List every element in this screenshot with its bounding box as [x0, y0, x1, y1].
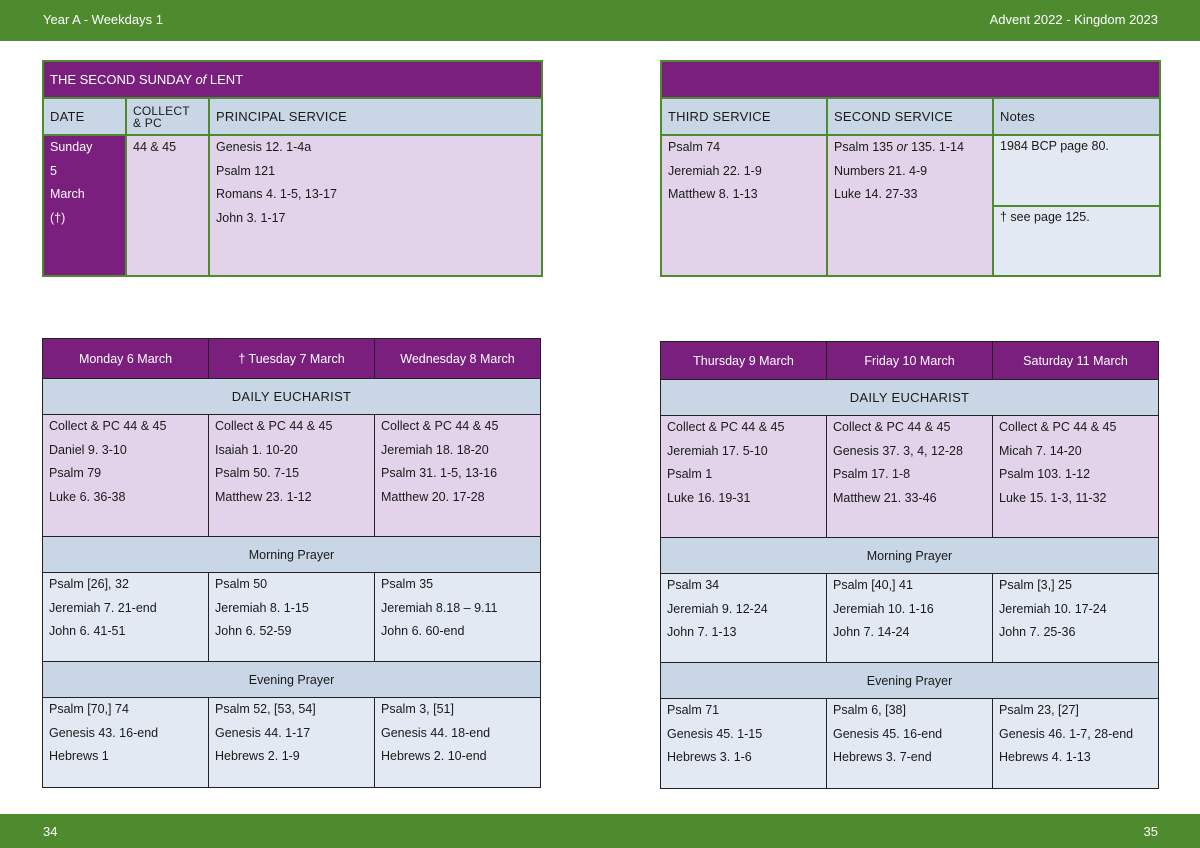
page-number-right: 35 — [1143, 824, 1158, 839]
notes-header: Notes — [993, 98, 1160, 135]
sunday-other-services-table — [660, 60, 1161, 277]
page-number-left: 34 — [43, 824, 58, 839]
reading: Jeremiah 22. 1-9 — [668, 163, 762, 178]
sunday-title-bar — [661, 61, 1160, 98]
evening-prayer-header: Evening Prayer — [43, 662, 541, 698]
date-line: Sunday — [50, 140, 93, 154]
second-service-cell — [827, 135, 993, 276]
second-service-header: SECOND SERVICE — [827, 98, 993, 135]
note-bcp: 1984 BCP page 80. — [993, 135, 1160, 206]
eucharist-cell: Collect & PC 44 & 45 Jeremiah 17. 5-10 Psalm 1 Luke 16. 19-31 — [661, 416, 827, 538]
day-heading-friday: Friday 10 March — [827, 342, 993, 380]
eucharist-cell: Collect & PC 44 & 45 Daniel 9. 3-10 Psalm 79 Luke 6. 36-38 — [43, 415, 209, 537]
reading: Psalm 135 or 135. 1-14 — [834, 140, 964, 154]
weekday-table-right — [660, 341, 1159, 789]
date-line: 5 — [50, 163, 57, 178]
morning-prayer-cell: Psalm 35 Jeremiah 8.18 – 9.11 John 6. 60-end — [375, 573, 541, 662]
day-heading-saturday: Saturday 11 March — [993, 342, 1159, 380]
reading: Psalm 74 — [668, 140, 721, 154]
evening-prayer-cell: Psalm 23, [27] Genesis 46. 1-7, 28-end Hebrews 4. 1-13 — [993, 699, 1159, 789]
date-line: March — [50, 187, 85, 201]
note-dagger: † see page 125. — [993, 206, 1160, 276]
weekday-table-left — [42, 338, 541, 788]
sunday-date-cell — [43, 135, 126, 276]
date-header: DATE — [43, 98, 126, 135]
third-service-header: THIRD SERVICE — [661, 98, 827, 135]
eucharist-cell: Collect & PC 44 & 45 Isaiah 1. 10-20 Psalm 50. 7-15 Matthew 23. 1-12 — [209, 415, 375, 537]
morning-prayer-header: Morning Prayer — [43, 537, 541, 573]
header-bar — [0, 0, 1200, 41]
day-heading-wednesday: Wednesday 8 March — [375, 339, 541, 379]
sunday-principal-table — [42, 60, 543, 277]
reading: John 3. 1-17 — [216, 210, 286, 225]
reading: Matthew 8. 1-13 — [668, 187, 758, 201]
eucharist-cell: Collect & PC 44 & 45 Micah 7. 14-20 Psalm 103. 1-12 Luke 15. 1-3, 11-32 — [993, 416, 1159, 538]
principal-service-header: PRINCIPAL SERVICE — [209, 98, 542, 135]
morning-prayer-cell: Psalm 50 Jeremiah 8. 1-15 John 6. 52-59 — [209, 573, 375, 662]
sunday-principal-cell — [209, 135, 542, 276]
day-heading-thursday: Thursday 9 March — [661, 342, 827, 380]
morning-prayer-cell: Psalm 34 Jeremiah 9. 12-24 John 7. 1-13 — [661, 574, 827, 663]
daily-eucharist-header: DAILY EUCHARIST — [661, 380, 1159, 416]
evening-prayer-cell: Psalm [70,] 74 Genesis 43. 16-end Hebrews 1 — [43, 698, 209, 788]
evening-prayer-header: Evening Prayer — [661, 663, 1159, 699]
morning-prayer-cell: Psalm [3,] 25 Jeremiah 10. 17-24 John 7. 25-36 — [993, 574, 1159, 663]
eucharist-cell: Collect & PC 44 & 45 Genesis 37. 3, 4, 12-28 Psalm 17. 1-8 Matthew 21. 33-46 — [827, 416, 993, 538]
evening-prayer-cell: Psalm 52, [53, 54] Genesis 44. 1-17 Hebrews 2. 1-9 — [209, 698, 375, 788]
collect-header: COLLECT & PC — [126, 98, 209, 135]
morning-prayer-cell: Psalm [26], 32 Jeremiah 7. 21-end John 6. 41-51 — [43, 573, 209, 662]
header-right-text: Advent 2022 - Kingdom 2023 — [989, 12, 1158, 27]
reading: Romans 4. 1-5, 13-17 — [216, 187, 337, 201]
evening-prayer-cell: Psalm 6, [38] Genesis 45. 16-end Hebrews 3. 7-end — [827, 699, 993, 789]
eucharist-cell: Collect & PC 44 & 45 Jeremiah 18. 18-20 Psalm 31. 1-5, 13-16 Matthew 20. 17-28 — [375, 415, 541, 537]
day-heading-tuesday: † Tuesday 7 March — [209, 339, 375, 379]
date-line: (†) — [50, 210, 66, 225]
third-service-cell — [661, 135, 827, 276]
header-left-text: Year A - Weekdays 1 — [43, 12, 163, 27]
evening-prayer-cell: Psalm 3, [51] Genesis 44. 18-end Hebrews 2. 10-end — [375, 698, 541, 788]
sunday-collect-cell: 44 & 45 — [126, 135, 209, 276]
reading: Psalm 121 — [216, 163, 276, 178]
footer-bar — [0, 814, 1200, 848]
morning-prayer-header: Morning Prayer — [661, 538, 1159, 574]
reading: Genesis 12. 1-4a — [216, 140, 312, 154]
reading: Numbers 21. 4-9 — [834, 163, 928, 178]
day-heading-monday: Monday 6 March — [43, 339, 209, 379]
daily-eucharist-header: DAILY EUCHARIST — [43, 379, 541, 415]
sunday-title: THE SECOND SUNDAY of LENT — [43, 61, 542, 98]
evening-prayer-cell: Psalm 71 Genesis 45. 1-15 Hebrews 3. 1-6 — [661, 699, 827, 789]
reading: Luke 14. 27-33 — [834, 187, 918, 201]
morning-prayer-cell: Psalm [40,] 41 Jeremiah 10. 1-16 John 7. 14-24 — [827, 574, 993, 663]
